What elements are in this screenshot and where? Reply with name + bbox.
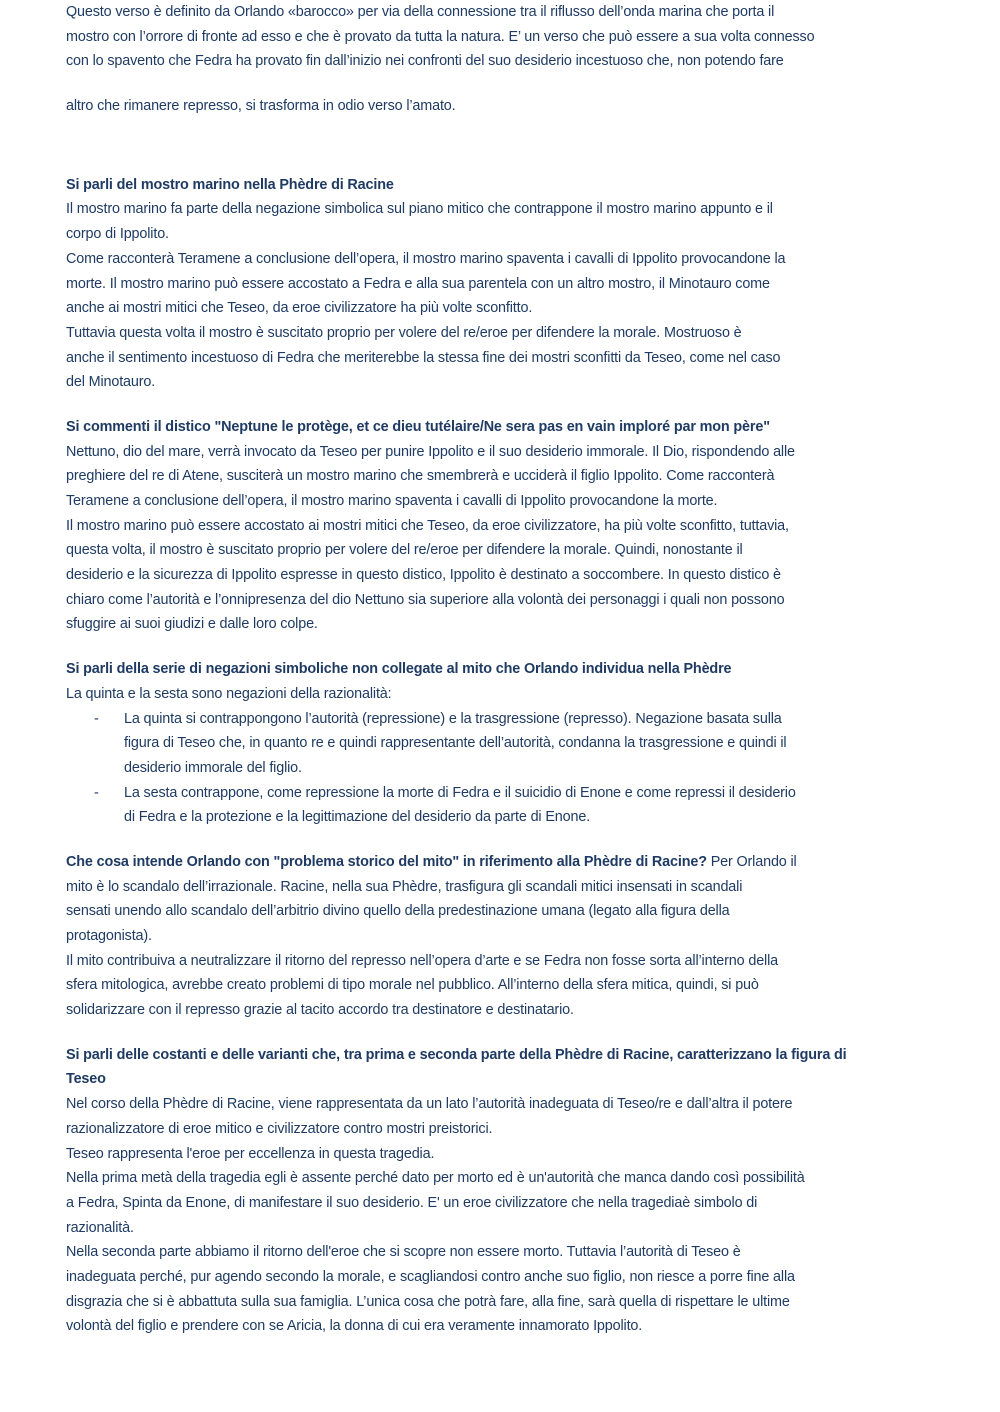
section-line: razionalizzatore di eroe mitico e civilizzatore contro mostri preistorici. xyxy=(66,1120,493,1137)
section-line: questa volta, il mostro è suscitato proprio per volere del re/eroe per difendere la morale. Quindi, nonostante il xyxy=(66,542,743,559)
section-heading: Teseo xyxy=(66,1071,106,1088)
section-line: a Fedra, Spinta da Enone, di manifestare il suo desiderio. E' un eroe civilizzatore che nella tragediaè simbolo di xyxy=(66,1194,758,1211)
section-line: chiaro come l’autorità e l’onnipresenza del dio Nettuno sia superiore alla volontà dei personaggi i quali non possono xyxy=(66,591,785,608)
section-heading: Si parli delle costanti e delle varianti che, tra prima e seconda parte della Phèdre di Racine, caratterizzano la figura di xyxy=(66,1046,847,1063)
intro-line: mostro con l’orrore di fronte ad esso e che è provato da tutta la natura. E’ un verso che può essere a sua volta connesso xyxy=(66,28,815,45)
section-distico xyxy=(66,415,926,637)
list-item-line: figura di Teseo che, in quanto re e quindi rappresentante dell’autorità, condanna la trasgressione e quindi il xyxy=(124,735,787,752)
section-line: protagonista). xyxy=(66,928,152,944)
intro-paragraph xyxy=(66,0,926,74)
negazioni-list xyxy=(66,707,926,830)
list-item-line: di Fedra e la protezione e la legittimazione del desiderio da parte di Enone. xyxy=(124,809,591,826)
bullet-dash: - xyxy=(94,710,99,727)
list-item xyxy=(66,707,926,781)
section-line: disgrazia che si è abbattuta sulla sua famiglia. L’unica cosa che potrà fare, alla fine, sarà quella di rispettare le ultime xyxy=(66,1293,790,1310)
intro-tail-line: altro che rimanere represso, si trasforma in odio verso l’amato. xyxy=(66,98,456,115)
section-heading-continuation: Per Orlando il xyxy=(706,853,797,870)
section-line: Tuttavia questa volta il mostro è suscitato proprio per volere del re/eroe per difendere la morale. Mostruoso è xyxy=(66,324,742,341)
section-line: Nettuno, dio del mare, verrà invocato da Teseo per punire Ippolito e il suo desiderio immorale. Il Dio, rispondendo alle xyxy=(66,443,795,460)
section-line: Nella seconda parte abbiamo il ritorno dell'eroe che si scopre non essere morto. Tuttavia l’autorità di Teseo è xyxy=(66,1244,741,1261)
section-line: volontà del figlio e prendere con se Aricia, la donna di cui era veramente innamorato Ippolito. xyxy=(66,1318,643,1335)
section-heading: Si parli del mostro marino nella Phèdre di Racine xyxy=(66,176,394,193)
section-line: morte. Il mostro marino può essere accostato a Fedra e alla sua parentela con un altro mostro, il Minotauro come xyxy=(66,275,770,292)
section-line: razionalità. xyxy=(66,1219,134,1236)
section-line: anche ai mostri mitici che Teseo, da eroe civilizzatore ha più volte sconfitto. xyxy=(66,300,533,317)
section-line: Il mostro marino può essere accostato ai mostri mitici che Teseo, da eroe civilizzatore, ha più volte sconfitto, tuttavia, xyxy=(66,517,789,534)
intro-line: Questo verso è definito da Orlando «barocco» per via della connessione tra il riflusso dell’onda marina che porta il xyxy=(66,4,775,20)
section-line: sfera mitologica, avrebbe creato problemi di tipo morale nel pubblico. All’interno della sfera mitica, quindi, si può xyxy=(66,977,759,994)
section-line: Nella prima metà della tragedia egli è assente perché dato per morto ed è un'autorità che manca dando così possibilità xyxy=(66,1170,805,1187)
section-line: mito è lo scandalo dell’irrazionale. Racine, nella sua Phèdre, trasfigura gli scandali mitici insensati in scandali xyxy=(66,878,743,895)
section-heading: Che cosa intende Orlando con "problema storico del mito" in riferimento alla Phèdre di Racine? xyxy=(66,853,707,870)
list-item-line: La sesta contrappone, come repressione la morte di Fedra e il suicidio di Enone e come repressi il desiderio xyxy=(124,784,796,801)
section-line: Teramene a conclusione dell’opera, il mostro marino spaventa i cavalli di Ippolito provocandone la morte. xyxy=(66,493,718,509)
section-mostro-marino xyxy=(66,173,926,395)
section-heading: Si commenti il distico "Neptune le protège, et ce dieu tutélaire/Ne sera pas en vain imploré par mon père" xyxy=(66,418,770,435)
section-line: Come racconterà Teramene a conclusione dell’opera, il mostro marino spaventa i cavalli di Ippolito provocandone la xyxy=(66,250,786,267)
section-problema-storico xyxy=(66,850,926,1023)
section-line: Nel corso della Phèdre di Racine, viene rappresentata da un lato l’autorità inadeguata di Teseo/re e dall’altra il potere xyxy=(66,1096,793,1113)
section-line: preghiere del re di Atene, susciterà un mostro marino che smembrerà e ucciderà il figlio Ippolito. Come racconterà xyxy=(66,468,775,485)
section-line: anche il sentimento incestuoso di Fedra che meriterebbe la stessa fine dei mostri sconfitti da Teseo, come nel caso xyxy=(66,349,781,366)
intro-line: con lo spavento che Fedra ha provato fin dall’inizio nei confronti del suo desiderio incestuoso che, non potendo fare xyxy=(66,53,784,70)
list-item xyxy=(66,781,926,830)
section-line: del Minotauro. xyxy=(66,374,156,391)
bullet-dash: - xyxy=(94,784,99,801)
section-line: Il mito contribuiva a neutralizzare il ritorno del represso nell’opera d’arte e se Fedra non fosse sorta all’interno della xyxy=(66,952,779,969)
section-teseo xyxy=(66,1043,926,1339)
list-item-line: La quinta si contrappongono l’autorità (repressione) e la trasgressione (represso). Negazione basata sulla xyxy=(124,710,782,727)
list-item-line: desiderio immorale del figlio. xyxy=(124,759,302,776)
section-line: sfuggire ai suoi giudizi e dalle loro colpe. xyxy=(66,616,318,633)
section-heading: Si parli della serie di negazioni simboliche non collegate al mito che Orlando individua nella Phèdre xyxy=(66,661,732,678)
section-intro-line: La quinta e la sesta sono negazioni della razionalità: xyxy=(66,685,392,702)
section-first-line xyxy=(66,850,926,875)
document-page xyxy=(66,0,926,1339)
section-line: desiderio e la sicurezza di Ippolito espresse in questo distico, Ippolito è destinato a soccombere. In questo distico è xyxy=(66,567,781,584)
section-line: sensati unendo allo scandalo dell’arbitrio divino quello della predestinazione umana (legato alla figura della xyxy=(66,903,730,920)
section-line: inadeguata perché, pur agendo secondo la morale, e scagliandosi contro anche suo figlio, non riesce a porre fine alla xyxy=(66,1268,795,1285)
section-negazioni xyxy=(66,657,926,830)
section-line: corpo di Ippolito. xyxy=(66,226,169,243)
section-line: Teseo rappresenta l'eroe per eccellenza in questa tragedia. xyxy=(66,1145,435,1162)
section-line: Il mostro marino fa parte della negazione simbolica sul piano mitico che contrappone il mostro marino appunto e il xyxy=(66,201,773,218)
section-line: solidarizzare con il represso grazie al tacito accordo tra destinatore e destinatario. xyxy=(66,1002,574,1019)
